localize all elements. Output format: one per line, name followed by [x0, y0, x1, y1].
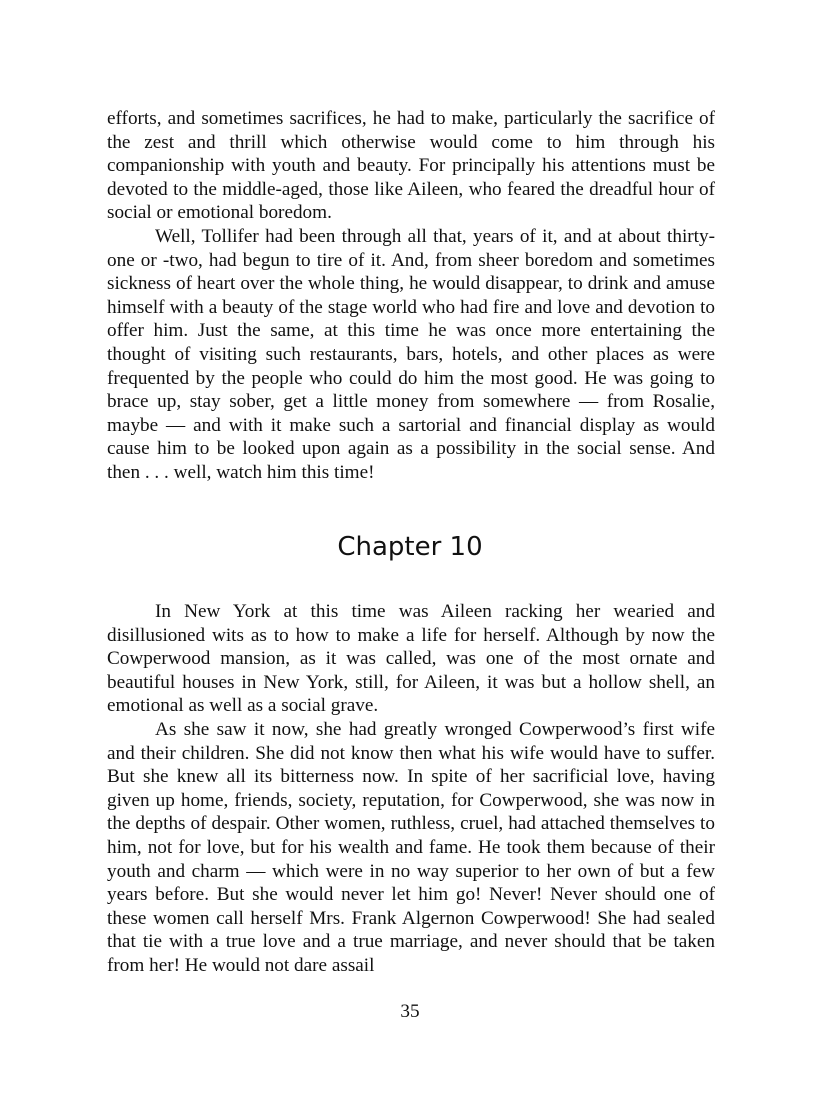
paragraph: Well, Tollifer had been through all that, years of it, and at about thirty-one or -two, had begun to tire of it. And, from sheer boredom and sometimes sickness of heart over the whole thing, he would disappear, to drink and amuse himself with a beauty of the stage world who had fire and love and devotion to offer him. Just the same, at this time he was once more entertaining the thought of visiting such restaurants, bars, hotels, and other places as were frequented by the people who could do him the most good. He was going to brace up, stay sober, get a little money from somewhere — from Rosalie, maybe — and with it make such a sartorial and financial display as would cause him to be looked upon again as a possibility in the social sense. And then . . . well, watch him this time!: [107, 225, 715, 483]
paragraph-continued: efforts, and sometimes sacrifices, he had to make, particularly the sacrifice of the zest and thrill which otherwise would come to him through his companionship with youth and beauty. For principally his attentions must be devoted to the middle-aged, those like Aileen, who feared the dreadful hour of social or emotional boredom.: [107, 108, 715, 224]
bottom-text-section: [107, 600, 715, 978]
paragraph: In New York at this time was Aileen racking her wearied and disillusioned wits as to how to make a life for herself. Although by now the Cowperwood mansion, as it was called, was one of the most ornate and beautiful houses in New York, still, for Aileen, it was but a hollow shell, an emotional as well as a social grave.: [107, 601, 715, 717]
paragraph: As she saw it now, she had greatly wronged Cowperwood’s first wife and their children. She did not know then what his wife would have to suffer. But she knew all its bitterness now. In spite of her sacrificial love, having given up home, friends, society, reputation, for Cowperwood, she was now in the depths of despair. Other women, ruthless, cruel, had attached themselves to him, not for love, but for his wealth and fame. He took them because of their youth and charm — which were in no way superior to her own of but a few years before. But she would never let him go! Never! Never should one of these women call herself Mrs. Frank Algernon Cowperwood! She had sealed that tie with a true love and a true marriage, and never should that be taken from her! He would not dare assail: [107, 718, 715, 976]
page-number: 35: [400, 1001, 420, 1022]
top-text-section: [107, 107, 715, 485]
chapter-heading: Chapter 10: [337, 532, 483, 562]
